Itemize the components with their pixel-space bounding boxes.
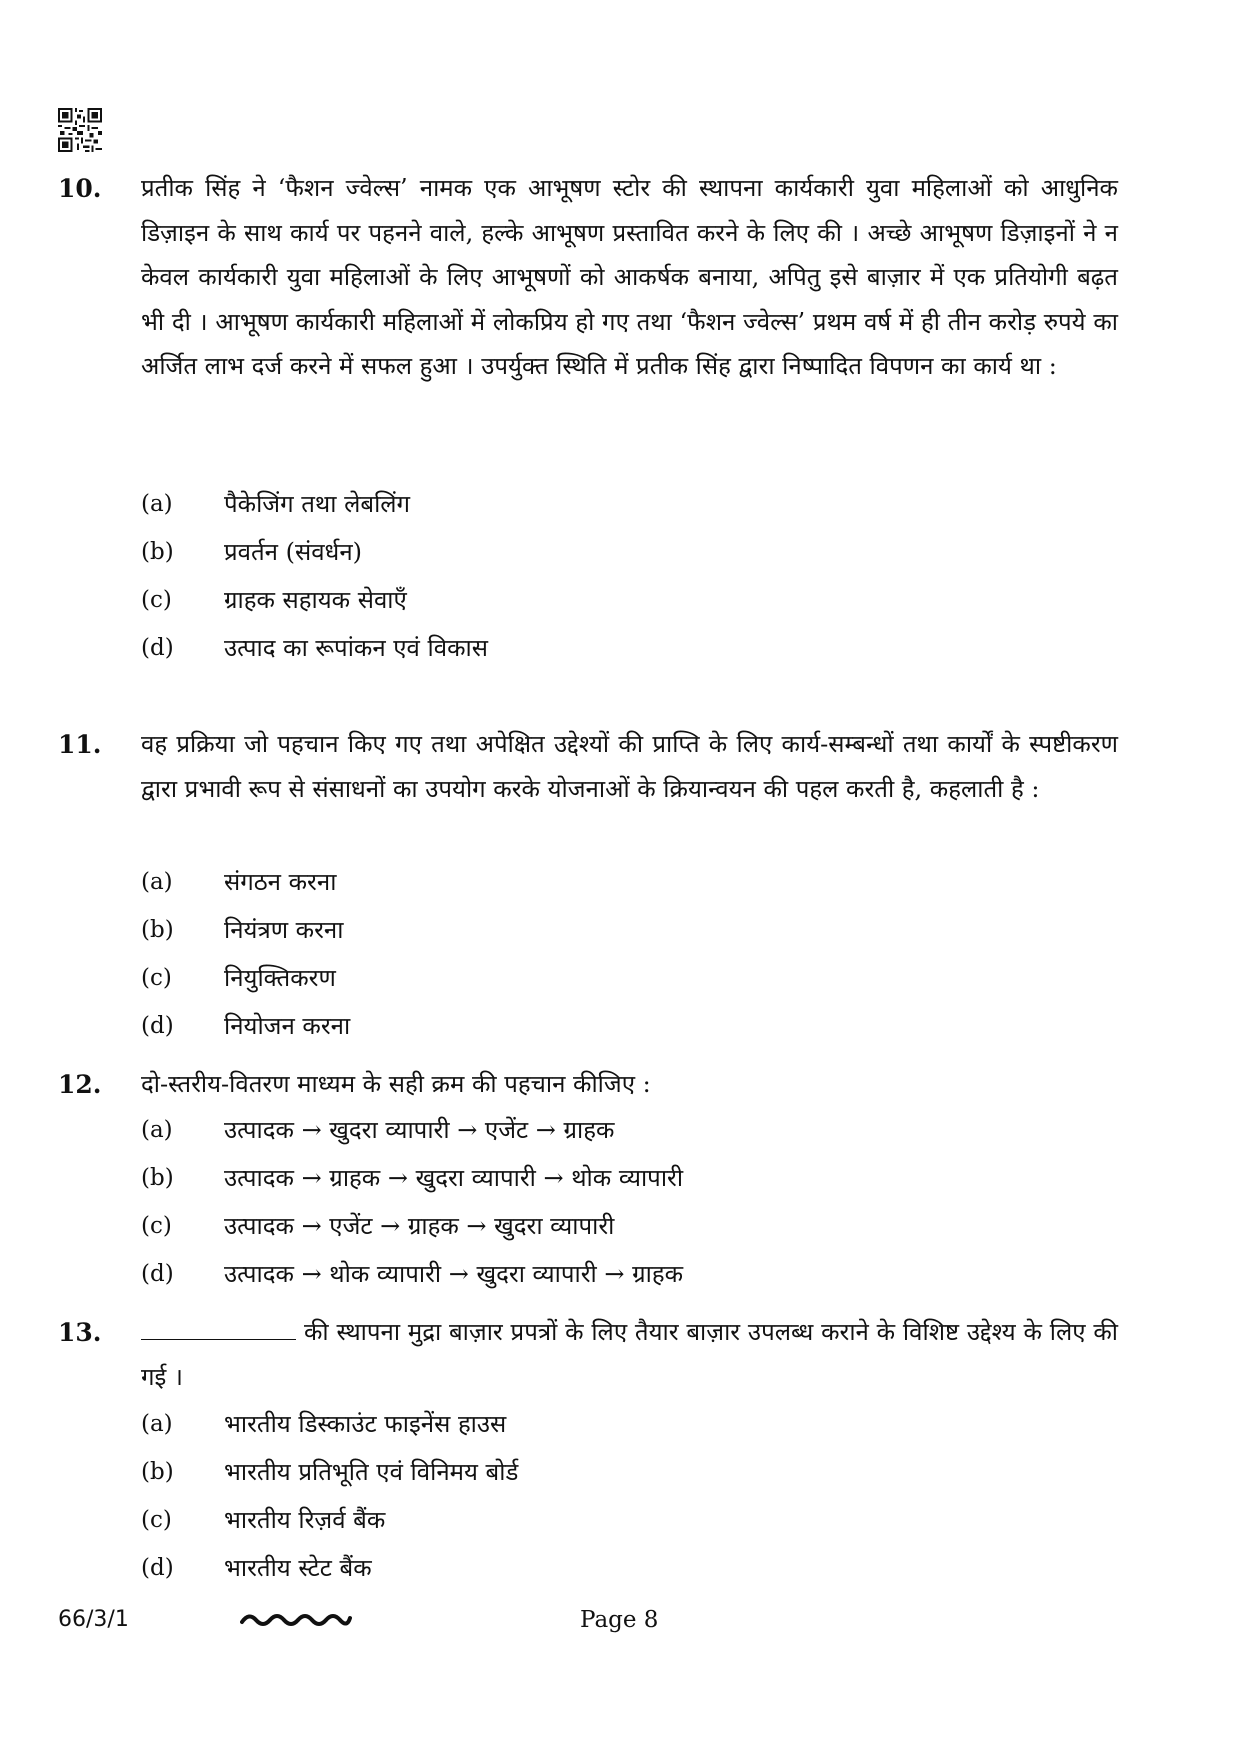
option-label: (a) (141, 491, 173, 517)
option-text: भारतीय डिस्काउंट फाइनेंस हाउस (224, 1410, 507, 1438)
option-a[interactable] (141, 1400, 1118, 1448)
option-label: (b) (141, 1165, 174, 1191)
option-c[interactable] (141, 954, 1118, 1002)
option-b[interactable] (141, 1154, 1118, 1202)
option-text: ग्राहक सहायक सेवाएँ (224, 586, 407, 614)
fill-in-blank (141, 1317, 296, 1340)
option-label: (d) (141, 635, 174, 661)
question-number: 13. (58, 1318, 102, 1347)
options-list (141, 480, 1118, 672)
option-label: (d) (141, 1261, 174, 1287)
question-13 (58, 1310, 1118, 1580)
option-c[interactable] (141, 1496, 1118, 1544)
option-text: उत्पादक → एजेंट → ग्राहक → खुदरा व्यापारी (224, 1212, 615, 1240)
option-d[interactable] (141, 1544, 1118, 1592)
option-b[interactable] (141, 1448, 1118, 1496)
option-b[interactable] (141, 906, 1118, 954)
question-text-container (141, 1310, 1118, 1399)
option-d[interactable] (141, 1250, 1118, 1298)
options-list (141, 1106, 1118, 1298)
option-text: नियोजन करना (224, 1012, 351, 1040)
option-text: प्रवर्तन (संवर्धन) (224, 538, 363, 566)
option-text: भारतीय प्रतिभूति एवं विनिमय बोर्ड (224, 1458, 519, 1486)
option-b[interactable] (141, 528, 1118, 576)
page-number: Page 8 (580, 1607, 659, 1633)
option-label: (a) (141, 869, 173, 895)
question-number: 12. (58, 1070, 102, 1099)
question-text: दो-स्तरीय-वितरण माध्यम के सही क्रम की पहचान कीजिए : (141, 1070, 651, 1098)
question-10 (58, 166, 1118, 684)
option-label: (d) (141, 1555, 174, 1581)
paper-code: 66/3/1 (58, 1607, 129, 1632)
question-number: 11. (58, 730, 102, 759)
option-text: नियुक्तिकरण (224, 964, 336, 992)
option-text: भारतीय स्टेट बैंक (224, 1554, 372, 1582)
option-label: (b) (141, 539, 174, 565)
option-c[interactable] (141, 1202, 1118, 1250)
option-text: भारतीय रिज़र्व बैंक (224, 1506, 386, 1534)
option-text: उत्पादक → खुदरा व्यापारी → एजेंट → ग्राहक (224, 1116, 615, 1144)
option-a[interactable] (141, 858, 1118, 906)
question-12 (58, 1062, 1118, 1302)
option-label: (d) (141, 1013, 174, 1039)
option-a[interactable] (141, 1106, 1118, 1154)
question-number: 10. (58, 174, 102, 203)
wave-ornament-icon (240, 1610, 352, 1630)
option-label: (c) (141, 1213, 172, 1239)
option-label: (a) (141, 1117, 173, 1143)
option-label: (c) (141, 587, 172, 613)
option-text: उत्पाद का रूपांकन एवं विकास (224, 634, 488, 662)
option-text: उत्पादक → थोक व्यापारी → खुदरा व्यापारी → ग्राहक (224, 1260, 684, 1288)
option-label: (c) (141, 1507, 172, 1533)
option-c[interactable] (141, 576, 1118, 624)
option-d[interactable] (141, 624, 1118, 672)
option-text: उत्पादक → ग्राहक → खुदरा व्यापारी → थोक व्यापारी (224, 1164, 684, 1192)
option-label: (b) (141, 1459, 174, 1485)
option-text: पैकेजिंग तथा लेबलिंग (224, 490, 411, 518)
options-list (141, 1400, 1118, 1592)
option-label: (b) (141, 917, 174, 943)
option-text: संगठन करना (224, 868, 337, 896)
option-text: नियंत्रण करना (224, 916, 344, 944)
options-list (141, 858, 1118, 1050)
question-11 (58, 722, 1118, 1052)
question-text: की स्थापना मुद्रा बाज़ार प्रपत्रों के लिए तैयार बाज़ार उपलब्ध कराने के विशिष्ट उद्देश्य के लिए की गई । (141, 1318, 1118, 1391)
option-label: (a) (141, 1411, 173, 1437)
page-footer (0, 1600, 1241, 1640)
option-label: (c) (141, 965, 172, 991)
question-text: वह प्रक्रिया जो पहचान किए गए तथा अपेक्षित उद्देश्यों की प्राप्ति के लिए कार्य-सम्बन्धों तथा कार्यों के स्पष्टीकरण द्वारा प्रभावी रूप से संसाधनों का उपयोग करके योजनाओं के क्रियान्वयन की पहल करती है, कहलाती है : (141, 730, 1118, 803)
qr-code-icon (58, 108, 102, 152)
question-text: प्रतीक सिंह ने ‘फैशन ज्वेल्स’ नामक एक आभूषण स्टोर की स्थापना कार्यकारी युवा महिलाओं को आधुनिक डिज़ाइन के साथ कार्य पर पहनने वाले, हल्के आभूषण प्रस्तावित करने के लिए की । अच्छे आभूषण डिज़ाइनों ने न केवल कार्यकारी युवा महिलाओं के लिए आभूषणों को आकर्षक बनाया, अपितु इसे बाज़ार में एक प्रतियोगी बढ़त भी दी । आभूषण कार्यकारी महिलाओं में लोकप्रिय हो गए तथा ‘फैशन ज्वेल्स’ प्रथम वर्ष में ही तीन करोड़ रुपये का अर्जित लाभ दर्ज करने में सफल हुआ । उपर्युक्त स्थिति में प्रतीक सिंह द्वारा निष्पादित विपणन का कार्य था : (141, 174, 1118, 380)
option-a[interactable] (141, 480, 1118, 528)
option-d[interactable] (141, 1002, 1118, 1050)
